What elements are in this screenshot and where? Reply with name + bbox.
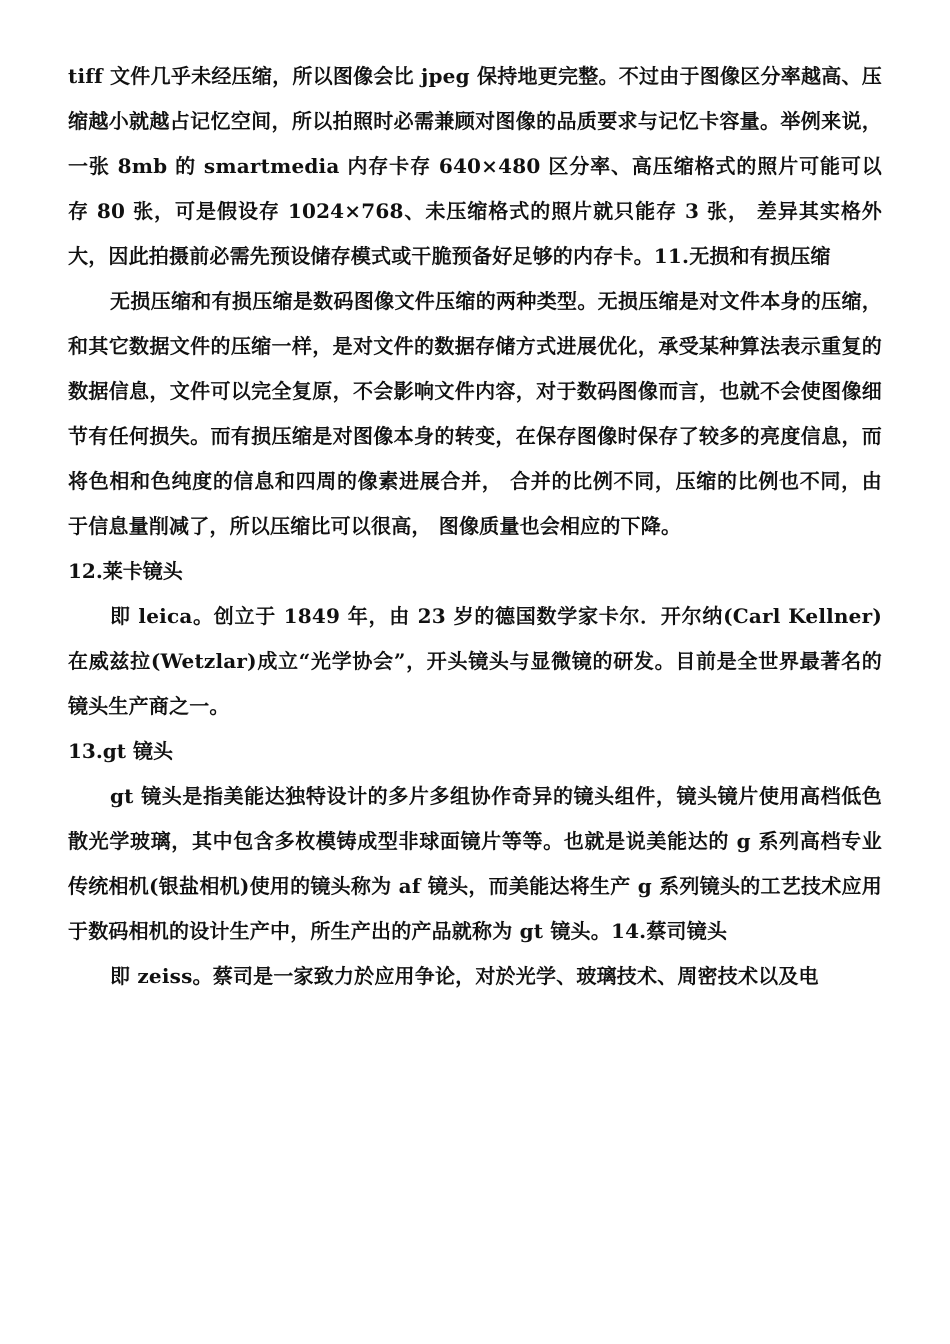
document-body (68, 54, 882, 999)
paragraph-zeiss: 即 zeiss。蔡司是一家致力於应用争论，对於光学、玻璃技术、周密技术以及电 (110, 964, 819, 988)
heading-gt-lens: 13.gt 镜头 (68, 739, 173, 763)
paragraph-tiff-compression: tiff 文件几乎未经压缩，所以图像会比 jpeg 保持地更完整。不过由于图像区分率越高、压缩越小就越占记忆空间，所以拍照时必需兼顾对图像的品质要求与记忆卡容量。举例来说，一张 8mb 的 smartmedia 内存卡存 640×480 区分率、高压缩格式的照片可能可以存 80 张，可是假设存 1024×768、未压缩格式的照片就只能存 3 张， 差异其实格外大，因此拍摄前必需先预设储存模式或干脆预备好足够的内存卡。11.无损和有损压缩 (68, 64, 882, 268)
paragraph-gt-lens: gt 镜头是指美能达独特设计的多片多组协作奇异的镜头组件，镜头镜片使用高档低色散光学玻璃，其中包含多枚模铸成型非球面镜片等等。也就是说美能达的 g 系列高档专业传统相机(银盐相机)使用的镜头称为 af 镜头，而美能达将生产 g 系列镜头的工艺技术应用于数码相机的设计生产中，所生产出的产品就称为 gt 镜头。14.蔡司镜头 (68, 784, 882, 943)
paragraph-leica: 即 leica。创立于 1849 年，由 23 岁的德国数学家卡尔．开尔纳(Carl Kellner)在威兹拉(Wetzlar)成立“光学协会”，开头镜头与显微镜的研发。目前是全世界最著名的镜头生产商之一。 (68, 604, 882, 718)
heading-leica-lens: 12.莱卡镜头 (68, 559, 183, 583)
paragraph-lossless-lossy: 无损压缩和有损压缩是数码图像文件压缩的两种类型。无损压缩是对文件本身的压缩，和其它数据文件的压缩一样，是对文件的数据存储方式进展优化，承受某种算法表示重复的数据信息，文件可以完全复原，不会影响文件内容，对于数码图像而言，也就不会使图像细节有任何损失。而有损压缩是对图像本身的转变，在保存图像时保存了较多的亮度信息，而将色相和色纯度的信息和四周的像素进展合并， 合并的比例不同，压缩的比例也不同，由于信息量削减了，所以压缩比可以很高， 图像质量也会相应的下降。 (68, 289, 882, 538)
